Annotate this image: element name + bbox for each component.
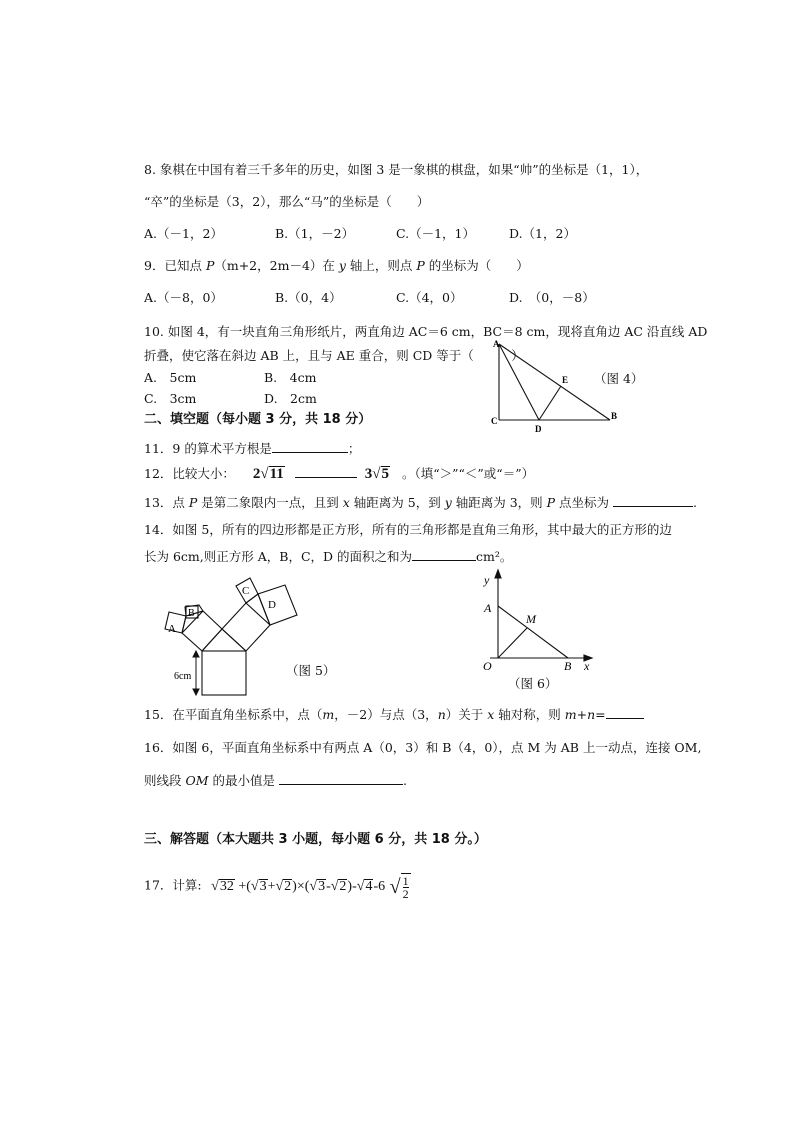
q8-line1: 8. 象棋在中国有着三千多年的历史，如图 3 是一象棋的棋盘，如果“帅”的坐标是（1，1）， (144, 162, 649, 177)
fig6-caption: （图 6） (508, 676, 558, 691)
q8-option-c: C.（－1，1） (396, 226, 475, 241)
q8-option-d: D.（1，2） (509, 226, 576, 241)
q11-answer-blank[interactable] (272, 440, 348, 453)
fig5-label-c: C (242, 585, 250, 597)
q9-option-a: A.（－8，0） (144, 290, 223, 305)
fig6-label-o: O (483, 659, 492, 673)
fig6-label-a: A (484, 601, 492, 615)
q12: 12．比较大小： 2√11 3√5 。（填“＞”“＜”或“＝”） (144, 466, 535, 482)
q13-answer-blank[interactable] (613, 494, 693, 507)
q10-option-b: B. 4cm (264, 370, 317, 385)
fig6-label-y: y (484, 573, 490, 587)
q10-line1: 10. 如图 4，有一块直角三角形纸片，两直角边 AC＝6 cm，BC＝8 cm，现将直角边 AC 沿直线 AD (144, 324, 708, 339)
q16-line1: 16．如图 6，平面直角坐标系中有两点 A（0，3）和 B（4，0），点 M 为 AB 上一动点，连接 OM, (144, 740, 702, 755)
fig4-label-b: B (611, 411, 618, 421)
q8-option-a: A.（－1，2） (144, 226, 223, 241)
q15-answer-blank[interactable] (606, 706, 644, 719)
q16-answer-blank[interactable] (279, 772, 403, 785)
fig5-label-b: B (188, 608, 195, 619)
section2-title: 二、填空题（每小题 3 分，共 18 分） (144, 412, 372, 427)
q10-option-a: A. 5cm (144, 370, 197, 385)
fig4-label-a: A (493, 339, 500, 349)
q11: 11．9 的算术平方根是 ； (144, 441, 361, 456)
q10-line2: 折叠，使它落在斜边 AB 上，且与 AE 重合，则 CD 等于（ ） (144, 348, 524, 363)
q15: 15．在平面直角坐标系中，点（m，－2）与点（3，n）关于 x 轴对称，则 m+n= (144, 706, 644, 723)
fig5-label-d: D (268, 599, 276, 611)
q8-option-b: B.（1，－2） (275, 226, 355, 241)
q17: 17．计算: √32 +(√3+√2)×(√3-√2)-√4-6 √ $\frac{1}{2}$ (144, 874, 409, 901)
fig6-label-x: x (584, 659, 590, 673)
fig5-caption: （图 5） (286, 663, 336, 678)
q14-line2: 长为 6cm,则正方形 A，B，C，D 的面积之和为 cm²。 (144, 549, 513, 564)
figure-5 (160, 572, 310, 700)
q12-answer-blank[interactable] (295, 465, 357, 478)
q10-option-d: D. 2cm (264, 391, 317, 406)
q14-line1: 14．如图 5，所有的四边形都是正方形，所有的三角形都是直角三角形，其中最大的正方形的边 (144, 522, 672, 537)
q9-option-d: D. （0，－8） (509, 290, 595, 305)
fig5-label-a: A (168, 623, 176, 635)
q10-option-c: C. 3cm (144, 391, 197, 406)
fig5-side-label: 6cm (174, 671, 192, 682)
q16-line2: 则线段 OM 的最小值是 . (144, 773, 407, 788)
q8-line2: “卒”的坐标是（3，2），那么“马”的坐标是（ ） (144, 194, 430, 209)
q9-stem: 9．已知点 P（m+2，2m－4）在 y 轴上，则点 P 的坐标为（ ） (144, 258, 529, 273)
q9-option-b: B.（0，4） (275, 290, 342, 305)
fig6-label-m: M (526, 612, 536, 626)
q9-option-c: C.（4，0） (396, 290, 463, 305)
fig4-label-e: E (562, 375, 569, 385)
section3-title: 三、解答题（本大题共 3 小题，每小题 6 分，共 18 分。） (144, 832, 487, 847)
q13: 13．点 P 是第二象限内一点，且到 x 轴距离为 5，到 y 轴距离为 3，则 P 点坐标为 . (144, 495, 697, 510)
fig6-label-b: B (564, 659, 572, 673)
fig4-label-c: C (491, 416, 498, 426)
fig4-label-d: D (535, 424, 542, 433)
q14-answer-blank[interactable] (412, 548, 476, 561)
figure-6 (478, 566, 608, 676)
fig4-caption: （图 4） (594, 371, 644, 386)
